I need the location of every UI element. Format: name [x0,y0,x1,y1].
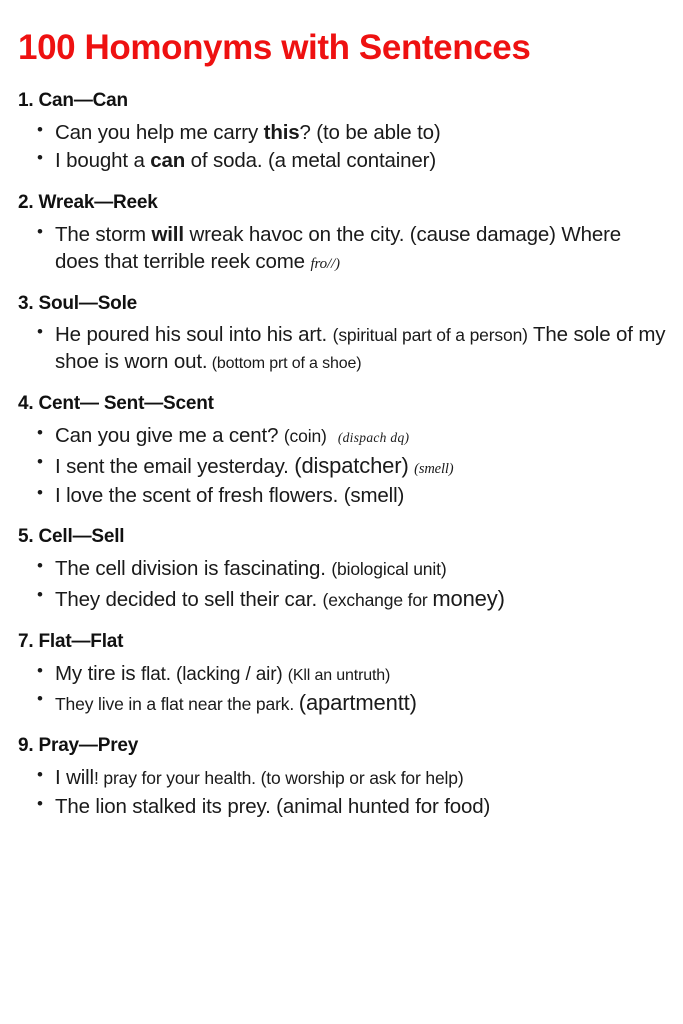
sentence-tail: (smell) [414,460,454,477]
entry-sentence-list [18,120,667,176]
sentence-pre: They live in a flat near the park. [55,694,299,715]
sentence-pre: The storm [55,222,152,246]
sentence-pre: I sent the email yesterday. [55,454,295,478]
list-item [18,765,667,792]
list-item [18,120,667,147]
sentence-post: (coin) [283,425,327,446]
entry-sentence-list [18,423,667,510]
entry-sentence-list [18,765,667,821]
sentence-pre: I bought a [55,149,151,173]
sentence-tail: (dispach dq) [337,429,410,445]
sentence-pre: I love the scent of fresh flowers. [55,483,344,507]
entry-heading: 4. Cent— Sent—Scent [18,393,214,415]
entry-heading: 1. Can—Can [18,89,128,111]
page-title: 100 Homonyms with Sentences [18,28,531,67]
sentence-post: ! pray for your health. (to worship or ask for help) [93,768,464,788]
sentence-tail: money) [432,585,505,611]
list-item [18,322,667,376]
list-item [18,661,667,688]
sentence-post: of soda. (a metal container) [185,149,437,173]
sentence-post: (exchange for [322,589,433,610]
entry-heading: 5. Cell—Sell [18,526,125,548]
sentence-pre: Can you give me a cent? [55,423,284,447]
sentence-tail: (Kll an untruth) [287,666,391,684]
list-item [18,148,667,175]
list-item [18,794,667,821]
sentence-post: (spiritual part of a person) [332,325,528,346]
list-item [18,585,667,614]
list-item [18,689,667,718]
entry-heading: 9. Pray—Prey [18,735,139,757]
homonym-entry [18,89,667,175]
sentence-pre: Can you help me carry [55,120,264,144]
homonym-entry [18,292,667,376]
homonym-entry [18,392,667,509]
sentence-post: for food) [415,794,491,818]
sentence-pre: The cell division is fascinating. [55,557,332,581]
entry-heading: 7. Flat—Flat [18,630,124,652]
sentence-post: flat. (lacking / air) [141,663,288,685]
sentence-post: (biological unit) [331,559,447,580]
sentence-post: (dispatcher) [294,452,409,478]
sentence-post: wreak havoc on the city. (cause damage) Where does that terrible reek come [55,222,621,273]
sentence-tail-2: (bottom prt of a shoe) [207,355,362,373]
sentence-bold: this [263,120,300,144]
sentence-pre: They decided to sell their car. [55,587,323,611]
homonym-entry [18,525,667,613]
homonym-entry [18,191,667,275]
homonym-entry [18,734,667,820]
entry-sentence-list [18,661,667,719]
entry-sentence-list [18,556,667,614]
sentence-bold: can [150,149,186,173]
sentence-tail: fro//) [310,255,340,272]
list-item [18,222,667,276]
entry-sentence-list [18,322,667,376]
entry-sentence-list [18,222,667,276]
sentence-tail: The sole of my shoe is worn out. [55,323,666,374]
sentence-pre: The lion stalked its prey. (animal hunted [55,794,416,818]
sentence-pre: I will [55,766,94,789]
entry-heading: 2. Wreak—Reek [18,192,158,214]
sentence-post: (apartmentt) [298,690,417,716]
entry-heading: 3. Soul—Sole [18,292,138,314]
homonym-entry [18,630,667,718]
sentence-pre: My tire is [55,661,142,685]
list-item [18,556,667,583]
sentence-bold: will [151,222,184,246]
list-item [18,452,667,481]
list-item [18,483,667,510]
list-item [18,423,667,450]
sentence-post: ? (to be able to) [299,120,441,144]
sentence-pre: He poured his soul into his art. [55,323,333,347]
sentence-post: (smell) [343,483,405,507]
